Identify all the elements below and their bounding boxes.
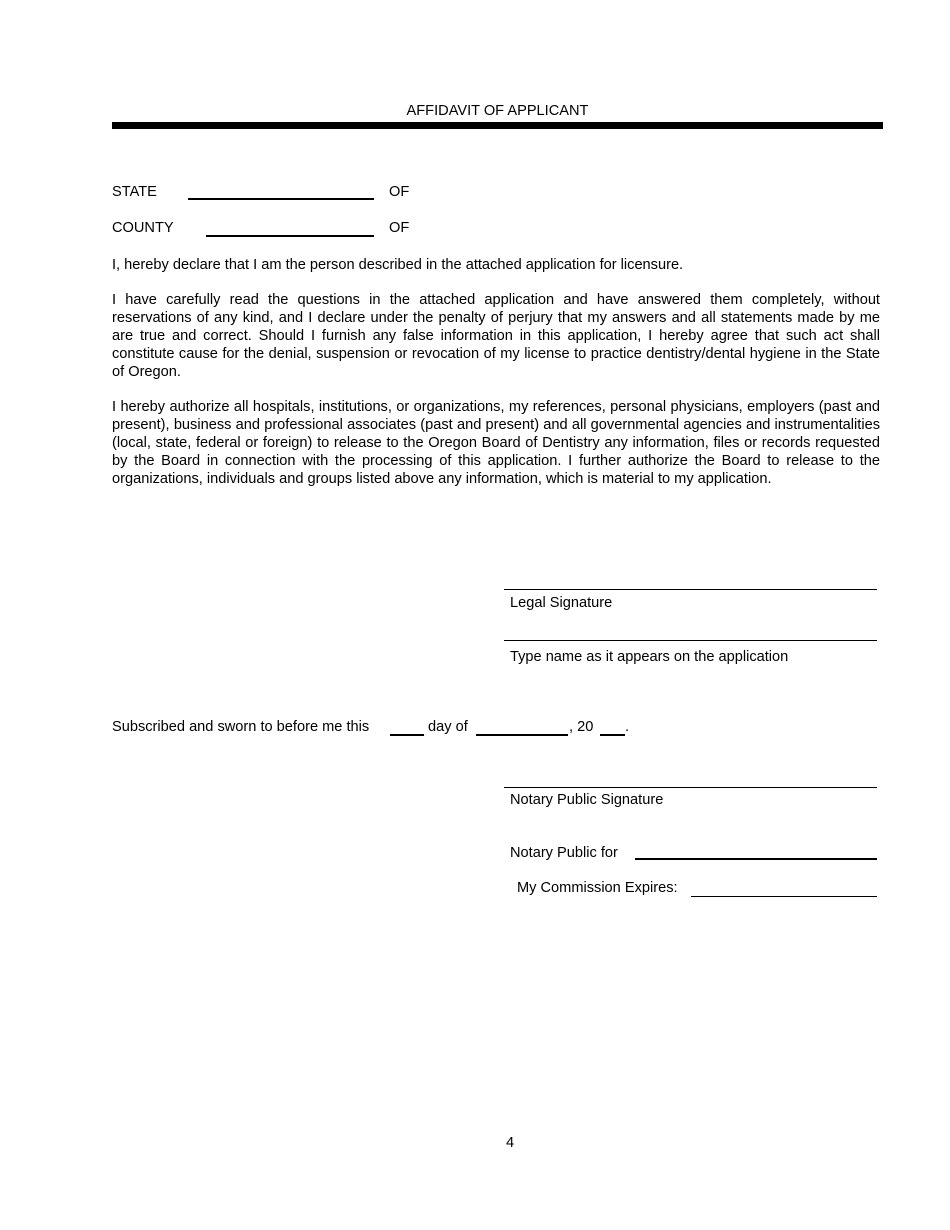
typed-name-line[interactable] [504,640,877,641]
paragraph-authorize: I hereby authorize all hospitals, institutions, or organizations, my references, personal physicians, employers (past and present), business and professional associates (past and present) and all governmental agencies and instrumentalities (local, state, federal or foreign) to release to the Oregon Board of Dentistry any information, files or records requested by the Board in connection with the processing of this application. I further authorize the Board to release to the organizations, individuals and groups listed above any information, which is material to my application. [112,399,880,487]
paragraph-read: I have carefully read the questions in the attached application and have answered them completely, without reservations of any kind, and I declare under the penalty of perjury that my answers and all statements made by me are true and correct. Should I furnish any false information in this application, I hereby agree that such act shall constitute cause for the denial, suspension or revocation of my license to practice dentistry/dental hygiene in the State of Oregon. [112,292,880,380]
sworn-period: . [625,719,630,735]
notary-for-field[interactable] [635,858,877,860]
page-title: AFFIDAVIT OF APPLICANT [406,103,589,119]
page-number: 4 [505,1135,515,1151]
title-rule [112,122,883,129]
commission-field[interactable] [691,896,877,897]
sworn-prefix: Subscribed and sworn to before me this [112,719,370,735]
notary-for-label: Notary Public for [510,845,618,861]
sworn-statement [112,719,369,735]
sworn-day-of: day of [428,719,468,735]
notary-signature-label: Notary Public Signature [510,792,664,808]
county-field[interactable] [206,235,374,237]
sworn-month-field[interactable] [476,734,568,736]
state-of-label: OF [389,184,410,200]
state-label: STATE [112,184,157,200]
typed-name-label: Type name as it appears on the application [510,649,789,665]
declaration-text: I, hereby declare that I am the person described in the attached application for licensure. [112,257,684,273]
legal-signature-label: Legal Signature [510,595,613,611]
county-of-label: OF [389,220,410,236]
sworn-day-field[interactable] [390,734,424,736]
notary-signature-line[interactable] [504,787,877,788]
commission-label: My Commission Expires: [517,880,678,896]
state-field[interactable] [188,198,374,200]
sworn-year-prefix: , 20 [569,719,594,735]
sworn-year-field[interactable] [600,734,625,736]
legal-signature-line[interactable] [504,589,877,590]
county-label: COUNTY [112,220,174,236]
